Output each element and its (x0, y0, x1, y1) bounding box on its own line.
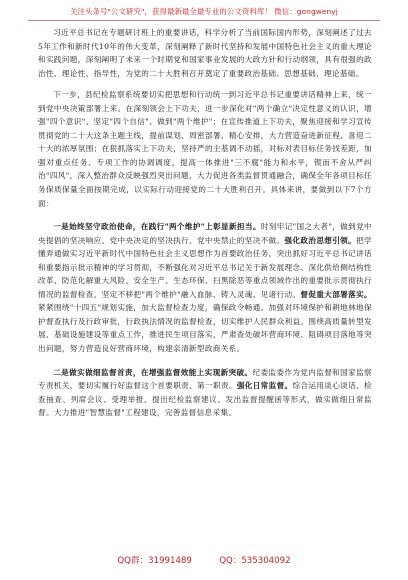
footer-qq: QQ：535304092 (219, 556, 291, 566)
paragraph-text: 纪委监委作为党内监督和国家监察专责机关，要切实履行好监督这个首要职责、第一职责。 (38, 367, 373, 391)
paragraph-point-one (38, 220, 372, 355)
subpoint-heading: 强化政治思想引领。 (284, 235, 357, 245)
point-heading: 一是始终坚守政治使命，在践行"两个维护"上彰显新担当。 (53, 222, 261, 232)
point-heading: 二是做实做细监督首责，在增强监督效能上实现新突破。 (53, 367, 253, 377)
page-footer (0, 554, 408, 566)
footer-qq-group: QQ群：31991489 (117, 556, 192, 566)
paragraph-text: 把学懂弄通做实习近平新时代中国特色社会主义思想作为首要政治任务，突出抓好习近平总书记讲话和重要指示批示精神的学习贯彻，不断强化对习近平总书记关于新发展理念、深化供给侧结构性改革、防范化解重大风险、安全生产、生态环保、扫黑除恶等重点领域作出的重要批示贯彻执行情况的监督检查，坚定不移把"两个维护"融入血脉、铸入灵魂、见诸行动。 (38, 235, 372, 299)
paragraph-text: 时刻牢记"国之大者"，做到党中央提倡的坚决响应、党中央决定的坚决执行、党中央禁止的坚决不做。 (38, 222, 373, 245)
paragraph-point-two (38, 366, 372, 420)
paragraph-text: 下一步，县纪检监察系统要切实把思想和行动统一到习近平总书记重要讲话精神上来，统一到党中央决策部署上来。在深刻领会上下功夫，进一步深化对"两个确立"决定性意义的认识，增强"四个意识"、坚定"四个自信"、做到"两个维护"；在宣传推道上下功夫，聚焦迎接和学习宣传贯彻党的二十大这条主题主线，提前谋划、周密部署、精心安排，大力营造奋进新征程、喜迎二十大的浓厚氛围；在狠抓落实上下功夫，坚持严的主基调不动摇，对标对表目标任务找差距，加强对重点任务、专项工作的协调调度，提高一体推进"三不腐"能力和水平，锲而不舍从严纠治"四风"，深入整治群众反映强烈突出问题，大力促进各类监督贯通融合，确保全年各项目标任务保质保量全面按期完成，以实际行动迎接党的二十大胜利召开。具体来讲，要做到以下7个方面： (38, 90, 372, 208)
page-header: 关注头条号"公文研究"，获得最新最全最专业的公文资料库！ 微信：gongwenyj (70, 7, 338, 16)
subpoint-heading: 督促重大部署落实。 (300, 289, 372, 299)
paragraph-text: 综合运用谈心谈话、检查抽查、列席会议、受理举报、提出纪检监察建议、发出监督提醒函等形式，做实做细日常监督。大力推进"智慧监督"工程建设，完善监督信息采集、 (38, 381, 372, 418)
document-body (38, 26, 372, 420)
paragraph-intro (38, 26, 372, 80)
header-divider (28, 20, 380, 21)
subpoint-heading: 强化日常监督。 (236, 381, 293, 391)
paragraph-text: 紧紧围绕"十四五"规划实施，加大监督检查力度，确保政令畅通。加强对环境保护和耕地林地保护督查执行及行政审批，行政执法情况的监督检查，切实维护人民群众利益。围绕高质量转型发展、基础设施建设等重点工作，推进民生项目落实，严肃查处破坏营商环境、阻碍项目落地等突出问题，努力营造良好营商环境，构建亲清新型政商关系。 (38, 303, 372, 354)
paragraph-text: 习近平总书记在专题研讨班上的重要讲话，科学分析了当前国际国内形势，深刻阐述了过去5年工作和新时代10年的伟大变革，深刻阐释了新时代坚持和发展中国特色社会主义的重大理论和实践问题，深刻阐明了未来一个时期党和国家事业发展的大政方针和行动纲领，具有很强的政治性、理论性、指导性，为党的二十大胜利召开奠定了重要政治基础、思想基础、理论基础。 (38, 28, 372, 78)
paragraph-next-steps (38, 88, 372, 210)
